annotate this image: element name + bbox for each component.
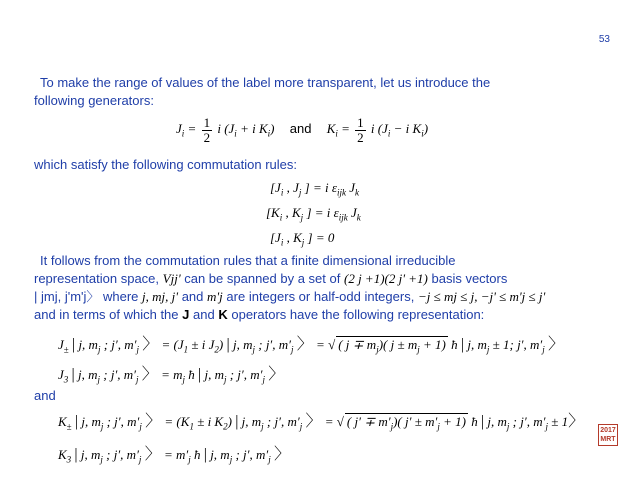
page-number: 53 bbox=[598, 34, 610, 45]
commutation-rule-1: [$J_i$ , $J_j$ ] = i $\varepsilon_{ijk}$ $J_k$ bbox=[270, 180, 360, 198]
half-fraction-k: $\frac{1}{2}$ bbox=[357, 115, 364, 145]
bold-k: K bbox=[218, 307, 228, 322]
para2-line-2: representation space, Vjj' can be spanned by a set of (2 j +1)(2 j' +1) basis vectors bbox=[34, 271, 508, 286]
para2-line-4: and in terms of which the J and K operators have the following representation: bbox=[34, 307, 485, 322]
intro-line-1: To make the range of values of the label more transparent, let us introduce the bbox=[40, 75, 491, 90]
k-plus-minus-equation: $K_\pm$ | j, $m_j$ ; j′, $m'_j$ 〉 = ($K_1 \pm i$ $K_2$) | j, $m_j$ ; j′, $m'_j$ 〉 = √ ( $j' \mp m'_j$)( $j' \pm m'_j + 1$) ħ | j, $m_j$ ; j′, $m'_j \pm 1$〉 bbox=[58, 413, 585, 432]
commutation-intro: which satisfy the following commutation rules: bbox=[34, 157, 298, 172]
j-three-equation: $J_3$ | j, $m_j$ ; j′, $m'_j$ 〉 = $m_j$ ħ | j, $m_j$ ; j′, $m'_j$ 〉 bbox=[58, 366, 285, 385]
author-badge bbox=[598, 424, 618, 446]
para2-line-1: It follows from the commutation rules that a finite dimensional irreducible bbox=[40, 253, 456, 268]
k-three-equation: $K_3$ | j, $m_j$ ; j′, $m'_j$ 〉 = $m'_j$ ħ | j, $m_j$ ; j′, $m'_j$ 〉 bbox=[58, 446, 291, 465]
vector-space-symbol: Vjj' bbox=[162, 271, 181, 286]
and-connector: and bbox=[289, 121, 312, 137]
representation-paragraph bbox=[34, 252, 624, 324]
commutation-rule-3: [$J_i$ , $K_j$ ] = 0 bbox=[270, 230, 335, 248]
k-generator: $K_i$ = $\frac{1}{2}$ i ($J_i - i$ $K_i$) bbox=[326, 115, 429, 145]
badge-initials: MRT bbox=[600, 436, 616, 443]
half-fraction-j: $\frac{1}{2}$ bbox=[203, 115, 211, 145]
and-word: and bbox=[34, 388, 56, 403]
generator-definitions bbox=[176, 116, 428, 145]
bold-j: J bbox=[182, 307, 190, 322]
intro-line-2: following generators: bbox=[34, 93, 154, 108]
dimension-expression: (2 j +1)(2 j' +1) bbox=[343, 271, 428, 286]
j-plus-minus-equation: $J_\pm$ | j, $m_j$ ; j′, $m'_j$ 〉 = ($J_1 \pm i$ $J_2$) | j, $m_j$ ; j′, $m'_j$ 〉 = √ ( $j \mp m_j$)( $j \pm m_j + 1$) ħ | j, $m_j \pm 1$; j′, $m'_j$ 〉 bbox=[58, 336, 565, 355]
intro-paragraph bbox=[34, 74, 490, 110]
badge-year: 2017 bbox=[600, 427, 616, 434]
commutation-rule-2: [$K_i$ , $K_j$ ] = i $\varepsilon_{ijk}$ $J_k$ bbox=[266, 205, 361, 223]
j-generator: $J_i$ = $\frac{1}{2}$ i ($J_i + i$ $K_i$) bbox=[176, 115, 275, 145]
para2-line-3: | jmj, j'm'j〉 where j, mj, j' and m'j are integers or half-odd integers, −j ≤ mj ≤ j, −j' ≤ m'j ≤ j' bbox=[34, 289, 546, 304]
